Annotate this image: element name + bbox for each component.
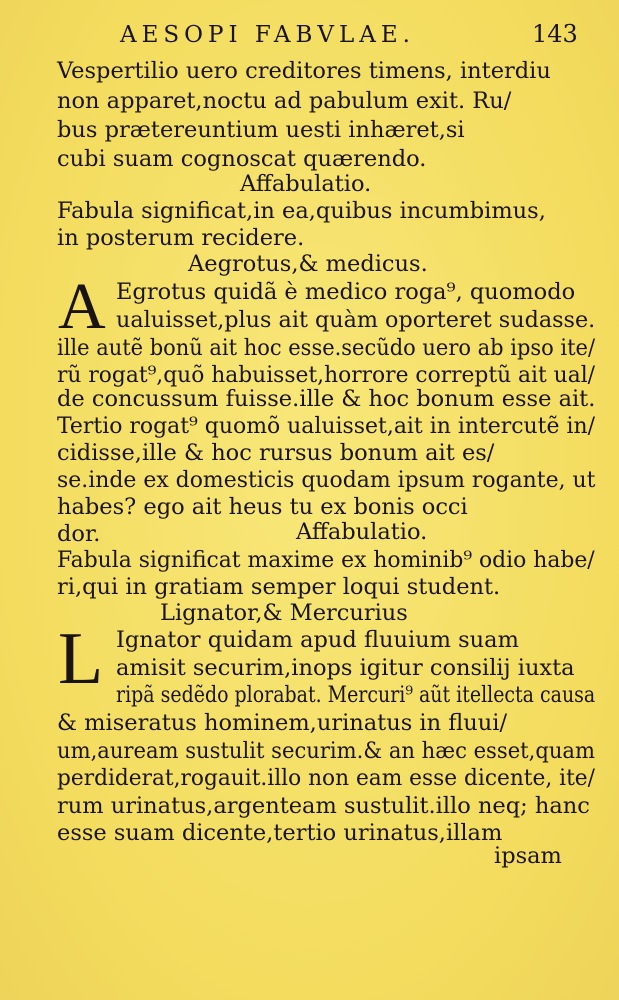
moral-line: Fabula significat,in ea,quibus incumbimus,: [57, 198, 546, 224]
text-line: Vespertilio uero creditores timens, interdiu: [57, 58, 551, 84]
text-line: ripã sedẽdo plorabat. Mercuri⁹ aũt itellecta causa: [116, 682, 596, 708]
text-line: cubi suam cognoscat quærendo.: [57, 146, 427, 172]
running-header: AESOPI FABVLAE.: [120, 22, 415, 48]
page-number: 143: [532, 20, 578, 48]
section-heading: Affabulatio.: [240, 171, 372, 197]
text-line: Tertio rogat⁹ quomõ ualuisset,ait in intercutẽ in/: [57, 413, 595, 439]
text-line: esse suam dicente,tertio urinatus,illam: [57, 820, 503, 846]
text-line: Egrotus quidã è medico roga⁹, quomodo: [116, 279, 576, 305]
text-line: & miseratus hominem,urinatus in fluui/: [57, 710, 508, 736]
drop-capital: L: [58, 618, 104, 700]
section-heading: Affabulatio.: [296, 519, 428, 545]
text-line: amisit securim,inops igitur consilij iuxta: [116, 655, 575, 681]
text-line: perdiderat,rogauit.illo non eam esse dicente, ite/: [57, 765, 595, 791]
text-line: se.inde ex domesticis quodam ipsum rogante, ut: [57, 467, 596, 493]
fable-title: Lignator,& Mercurius: [160, 600, 408, 626]
text-line: ille autẽ bonũ ait hoc esse.secũdo uero ab ipso ite/: [57, 335, 596, 361]
fable-title: Aegrotus,& medicus.: [188, 251, 428, 277]
moral-line: Fabula significat maxime ex hominib⁹ odio habe/: [57, 547, 595, 573]
moral-line: ri,qui in gratiam semper loqui student.: [57, 574, 501, 600]
text-line: um,auream sustulit securim.& an hæc esset,quam: [57, 738, 595, 764]
text-line: habes? ego ait heus tu ex bonis occi: [57, 494, 468, 520]
text-line: rũ rogat⁹,quõ habuisset,horrore correptũ ait ual/: [57, 362, 596, 388]
text-line: dor.: [57, 521, 101, 547]
text-line: Ignator quidam apud fluuium suam: [116, 627, 519, 653]
text-line: de concussum fuisse.ille & hoc bonum esse ait.: [57, 386, 596, 412]
text-line: non apparet,noctu ad pabulum exit. Ru/: [57, 88, 512, 114]
catchword: ipsam: [494, 843, 562, 869]
text-line: ualuisset,plus ait quàm oporteret sudasse.: [116, 307, 596, 333]
moral-line: in posterum recidere.: [57, 225, 305, 251]
drop-capital: A: [58, 270, 106, 343]
text-line: bus prætereuntium uesti inhæret,si: [57, 117, 465, 143]
text-line: rum urinatus,argenteam sustulit.illo neq; hanc: [57, 793, 590, 819]
text-line: cidisse,ille & hoc rursus bonum ait es/: [57, 440, 495, 466]
